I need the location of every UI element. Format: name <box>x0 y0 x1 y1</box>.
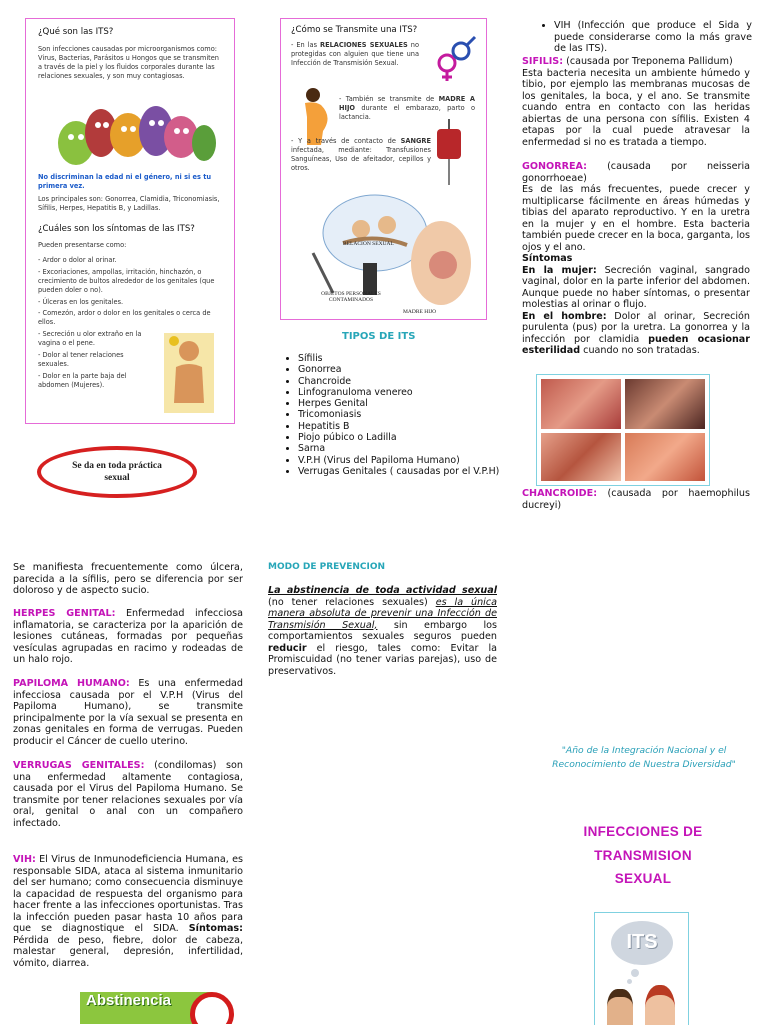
type-item: • Herpes Genital <box>298 398 514 409</box>
chancroide-caption <box>522 488 750 511</box>
symptom-item: - Dolor en la parte baja del abdomen (Mujeres). <box>38 371 127 389</box>
no-discrimination-text: No discriminan la edad ni el género, ni si es tu primera vez. <box>38 173 212 190</box>
prevention-reducir: reducir <box>268 642 307 654</box>
symptom-item: - Ardor o dolor al orinar. <box>38 256 117 264</box>
sifilis-cause: (causada por Treponema Pallidum) <box>563 56 733 67</box>
symptom-item: - Úlceras en los genitales. <box>38 297 124 306</box>
photo-1 <box>541 379 621 429</box>
its-thought-bubble <box>611 921 673 965</box>
chancroide-photos <box>536 374 710 486</box>
sifilis-section <box>522 56 750 148</box>
type-item: • V.P.H (Virus del Papiloma Humano) <box>298 455 514 466</box>
types-list <box>282 353 514 477</box>
cover-title-line2: TRANSMISION <box>594 847 692 863</box>
gonorrea-cause: (causada por neisseria gonorrhoeae) <box>522 161 750 184</box>
cover-title-line3: SEXUAL <box>614 871 672 887</box>
sintomas-heading: Síntomas <box>522 253 573 264</box>
gender-symbols-icon <box>431 33 479 83</box>
verrugas-label: VERRUGAS GENITALES: <box>13 760 145 771</box>
type-item: • Linfogranuloma venereo <box>298 387 514 398</box>
relacion-sexual-label: RELACION SEXUAL <box>343 241 394 247</box>
prevention-underlined: es la única manera absoluta de prevenir una Infección de Transmisión Sexual, <box>268 596 497 631</box>
hombre-end: cuando no son tratadas. <box>580 345 700 356</box>
gonorrea-text: Es de las más frecuentes, puede crecer y multiplicarse fácilmente en áreas húmedas y tibias del aparato reproductivo. Y en la uretra en la mujer y en el hombre. Esta bacteria también puede crecer en la boca, garganta, los ojos y el ano. <box>522 184 750 253</box>
objetos-label: OBJETOS PERSONALES CONTAMINADOS <box>321 291 381 303</box>
papiloma-text: Es una enfermedad infecciosa causada por el V.P.H (Virus del Papiloma Humano), se transmite principalmente por la vía sexual se presenta en zonas genitales en forma de verrugas. Pueden producir el Cáncer de cuello uterino. <box>13 678 244 747</box>
madre-hijo-label: MADRE HIJO <box>403 309 437 315</box>
its-bubble-text: ITS <box>626 931 658 953</box>
vih-text: El Virus de Inmunodeficiencia Humana, es responsable SIDA, ataca al sistema inmunitario del ser humano; como consecuencia disminuye la capacidad de respuesta del organismo para hacer frente a las infecciones oportunistas. Tras la infección pueden pasar hasta 10 años para que se diagnostique el SIDA. <box>13 854 243 934</box>
herpes-label: HERPES GENITAL: <box>13 608 116 619</box>
vih-bullet: • VIH (Infección que produce el Sida y puede considerarse como la más grave de las ITS). <box>554 20 752 55</box>
transmission-item-sexual: - En las RELACIONES SEXUALES no protegidas con alguien que tiene una Infección de Transmisión Sexual. <box>291 41 419 67</box>
hombre-bold: pueden ocasionar esterilidad <box>522 333 750 356</box>
main-its-text: Los principales son: Gonorrea, Clamidia, Triconomiasis, Sífilis, Herpes, Hepatitis B, y Ladillas. <box>38 195 220 212</box>
oval-text: Se da en toda práctica sexual <box>72 461 162 484</box>
what-are-its-heading: ¿Qué son las ITS? <box>38 27 114 37</box>
prevention-c: el riesgo, tales como: Evitar la Promiscuidad (no tener varias parejas), uso de preservativos. <box>268 642 497 677</box>
symptom-item: - Secreción u olor extraño en la vagina o el pene. <box>38 330 142 348</box>
verrugas-text: (condilomas) son una enfermedad altamente contagiosa, causada por el Virus del Papiloma Humano. Se transmite por tener relaciones sexuales por vía oral, genital o anal con un compañero infectado. <box>13 760 243 829</box>
woman-face <box>645 985 675 1025</box>
prevention-a: (no tener relaciones sexuales) <box>268 596 436 608</box>
prevention-text <box>268 585 497 677</box>
abstinence-banner <box>80 992 240 1024</box>
type-item: • Sarna <box>298 443 514 454</box>
papiloma-label: PAPILOMA HUMANO: <box>13 678 130 689</box>
symptom-item: - Comezón, ardor o dolor en los genitales o cerca de ellos. <box>38 309 211 327</box>
prevention-bold: La abstinencia de toda actividad sexual <box>268 585 497 596</box>
photo-3 <box>541 433 621 481</box>
vih-sintomas-label: Síntomas: <box>188 923 243 934</box>
herpes-section <box>13 608 243 666</box>
papiloma-section <box>13 678 243 747</box>
type-item: • Gonorrea <box>298 364 514 375</box>
bubble-dot-1 <box>631 969 639 977</box>
what-are-its-text: Son infecciones causadas por microorganismos como: Virus, Bacterias, Parásitos u Hongos que se transmiten a través de la piel y los fluidos corporales durante las relaciones sexuales, y son muy contagiosas. <box>38 45 219 80</box>
mujer-label: En la mujer: <box>522 264 597 276</box>
type-item: • Verrugas Genitales ( causadas por el V.P.H) <box>298 466 514 477</box>
type-item: • Sífilis <box>298 353 514 364</box>
verrugas-section <box>0 760 243 829</box>
sexual-practice-oval <box>37 446 197 498</box>
symptoms-intro: Pueden presentarse como: <box>38 241 127 249</box>
symptom-item: - Dolor al tener relaciones sexuales. <box>38 351 124 368</box>
gonorrea-section <box>522 161 750 357</box>
transmission-item-mother: - También se transmite de MADRE A HIJO durante el embarazo, parto o lactancia. <box>339 95 475 121</box>
bubble-dot-2 <box>627 979 632 984</box>
vih-bullet-list <box>522 20 752 55</box>
sifilis-text: Esta bacteria necesita un ambiente húmedo y tibio, por ejemplo las membranas mucosas de los genitales, la boca, y el ano. Se transmite cuando entra en contacto con las heridas abiertas de una persona con sífilis. Existen 4 etapas por la cual puede atravesar la enfermedad si no es tratada a tiempo. <box>522 67 750 148</box>
cover-its-image <box>594 912 689 1025</box>
sifilis-label: SIFILIS: <box>522 56 564 67</box>
vih-label: VIH: <box>13 854 36 865</box>
photo-4 <box>625 433 705 481</box>
germs-illustration <box>56 93 216 173</box>
symptoms-heading: ¿Cuáles son los síntomas de las ITS? <box>38 224 195 234</box>
chancroide-label: CHANCROIDE: <box>522 488 598 499</box>
types-heading: TIPOS DE ITS <box>342 331 416 342</box>
cover-quote: "Año de la Integración Nacional y el Reconocimiento de Nuestra Diversidad" <box>552 745 736 770</box>
type-item: • Chancroide <box>298 376 514 387</box>
transmission-heading: ¿Cómo se Transmite una ITS? <box>291 25 418 35</box>
man-in-pain-illustration <box>164 333 214 413</box>
symptom-item: - Excoriaciones, ampollas, irritación, hinchazón, o crecimiento de bultos alrededor de los genitales (que pueden doler o no). <box>38 267 215 294</box>
transmission-item-blood: - Y a través de contacto de SANGRE infectada, mediante: Transfusiones Sanguíneas, Uso de afeitador, cepillos y otros. <box>291 137 431 172</box>
herpes-text: Enfermedad infecciosa inflamatoria, se caracteriza por la aparición de lesiones cutáneas, formadas por pequeñas vesículas agrupadas en racimo y rodeadas de un halo rojo. <box>13 608 243 665</box>
vih-section <box>0 854 243 969</box>
gonorrea-label: GONORREA: <box>522 161 587 172</box>
type-item: • Tricomoniasis <box>298 409 514 420</box>
its-info-panel <box>25 18 235 424</box>
abstinence-text: Abstinencia <box>86 992 172 1009</box>
chancroide-text: (causada por haemophilus ducreyi) <box>522 488 750 511</box>
photo-2 <box>625 379 705 429</box>
cover-title-line1: INFECCIONES DE <box>583 824 703 839</box>
vih-sintomas-text: Pérdida de peso, fiebre, dolor de cabeza, malestar general, depresión, infertilidad, vómito, diarrea. <box>13 934 243 969</box>
man-face <box>607 989 633 1025</box>
transmission-panel <box>280 18 487 320</box>
hombre-text: Dolor al orinar, Secreción purulenta (pus) por la uretra. La gonorrea y la infección por clamidia <box>522 310 750 345</box>
type-item: • Hepatitis B <box>298 421 514 432</box>
cover-title <box>540 820 746 891</box>
prevention-b: sin embargo los comportamientos sexuales seguros pueden <box>268 619 497 642</box>
chancroide-description: Se manifiesta frecuentemente como úlcera, parecida a la sífilis, pero se diferencia por ser doloroso y de aspecto sucio. <box>13 562 243 596</box>
type-item: • Piojo púbico o Ladilla <box>298 432 514 443</box>
hombre-label: En el hombre: <box>522 310 607 322</box>
prevention-heading: MODO DE PREVENCION <box>268 562 386 572</box>
mujer-text: Secreción vaginal, sangrado vaginal, dolor en la parte inferior del abdomen. Aunque puede no haber síntomas, o presentar molestias al orinar o flujo. <box>522 264 750 310</box>
blood-bag-icon <box>429 119 469 189</box>
no-sign-icon <box>190 992 234 1024</box>
